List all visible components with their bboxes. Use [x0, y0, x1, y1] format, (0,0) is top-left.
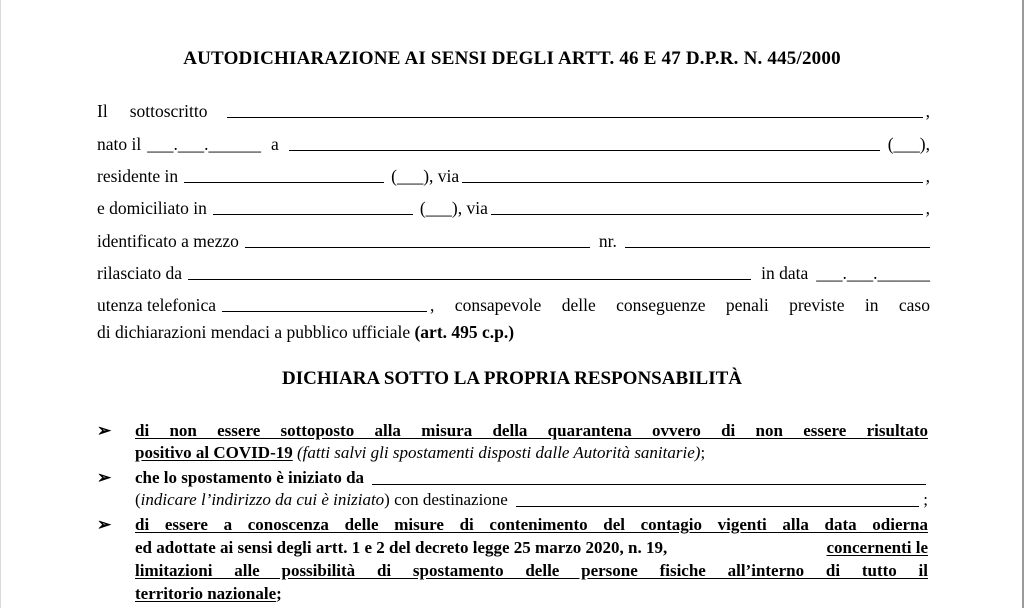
label-il: Il — [97, 101, 108, 121]
field-departure[interactable] — [372, 468, 926, 485]
label-a: a — [270, 134, 279, 154]
label-rilasciato-da: rilasciato da — [97, 263, 183, 283]
field-issued-by[interactable] — [188, 263, 751, 280]
field-birth-place[interactable] — [289, 134, 880, 151]
field-domicile-prov-via[interactable]: (___), via — [419, 198, 488, 218]
text-consapevole: , consapevole delle conseguenze penali previste in caso — [430, 295, 930, 315]
label-identificato: identificato a mezzo — [97, 231, 239, 251]
field-id-document[interactable] — [245, 231, 590, 248]
field-domicile-street[interactable] — [491, 198, 923, 215]
text-autorita: (fatti salvi gli spostamenti disposti dalle Autorità sanitarie) — [296, 443, 701, 462]
field-birth-date[interactable]: ___.___.______ — [147, 134, 261, 154]
row-residente — [97, 165, 930, 187]
field-residence-prov-via[interactable]: (___), via — [391, 166, 460, 186]
label-domiciliato-in: e domiciliato in — [97, 198, 207, 218]
item2-line1 — [135, 467, 928, 489]
item1-line2: positivo al COVID-19 (fatti salvi gli spostamenti disposti dalle Autorità sanitarie); — [135, 443, 706, 462]
text-covid: positivo al COVID-19 — [135, 443, 293, 462]
bullet-arrow-icon: ➢ — [97, 421, 112, 440]
item3-line3: limitazioni alle possibilità di spostamento delle persone fisiche all’interno di tutto il — [135, 561, 928, 580]
label-in-data: in data — [761, 263, 809, 283]
row-domiciliato — [97, 197, 930, 219]
text-dichiarazioni: di dichiarazioni mendaci a pubblico ufficiale — [97, 322, 411, 342]
item3-line2: ed adottate ai sensi degli artt. 1 e 2 del decreto legge 25 marzo 2020, n. 19, concernenti le — [135, 538, 928, 557]
field-domicile-city[interactable] — [213, 198, 413, 215]
section-title: DICHIARA SOTTO LA PROPRIA RESPONSABILITÀ — [282, 368, 742, 389]
label-nato-il: nato il — [97, 134, 142, 154]
text-indicare: indicare l’indirizzo da cui è iniziato — [140, 490, 385, 509]
field-issue-date[interactable]: ___.___.______ — [816, 263, 930, 283]
bullet-arrow-icon: ➢ — [97, 515, 112, 534]
page-edge-left — [0, 0, 1, 608]
item2-line2: ( indicare l’indirizzo da cui è iniziato ) con destinazione ; — [135, 490, 928, 509]
item3-line4: territorio nazionale; — [135, 584, 282, 603]
comma: , — [925, 198, 930, 218]
field-residence-street[interactable] — [462, 166, 922, 183]
document-title: AUTODICHIARAZIONE AI SENSI DEGLI ARTT. 46 E 47 D.P.R. N. 445/2000 — [183, 48, 841, 69]
row-identificato — [97, 230, 930, 252]
row-dichiarazioni — [97, 321, 930, 343]
row-sottoscritto — [97, 100, 930, 122]
row-utenza — [97, 294, 930, 316]
field-destination[interactable] — [516, 490, 919, 507]
label-utenza: utenza telefonica — [97, 295, 217, 315]
bullet-arrow-icon: ➢ — [97, 468, 112, 487]
row-rilasciato — [97, 262, 930, 284]
item3-line1: di essere a conoscenza delle misure di contenimento del contagio vigenti alla data odierna — [135, 515, 928, 534]
item1-line1: di non essere sottoposto alla misura della quarantena ovvero di non essere risultato — [135, 421, 928, 440]
field-residence-city[interactable] — [184, 166, 384, 183]
row-nato — [97, 133, 930, 155]
text-spostamento: che lo spostamento è iniziato da — [135, 468, 365, 487]
field-phone[interactable] — [222, 295, 427, 312]
comma: , — [925, 166, 930, 186]
label-residente-in: residente in — [97, 166, 179, 186]
field-birth-prov[interactable]: (___), — [887, 134, 930, 154]
label-nr: nr. — [598, 231, 617, 251]
text-art495: (art. 495 c.p.) — [414, 322, 515, 342]
field-name[interactable] — [227, 101, 922, 118]
label-sottoscritto: sottoscritto — [129, 101, 208, 121]
field-id-number[interactable] — [625, 231, 930, 248]
comma: , — [925, 101, 930, 121]
